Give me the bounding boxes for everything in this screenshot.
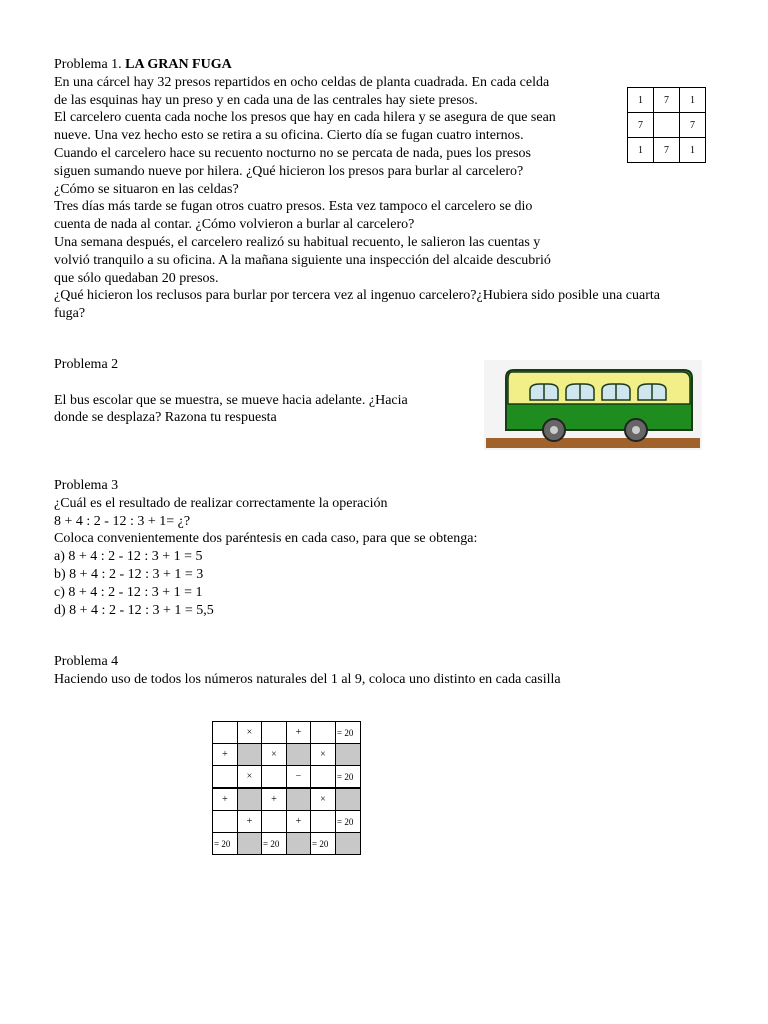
operator-cell: + bbox=[262, 788, 287, 811]
problem-1-line: ¿Qué hicieron los reclusos para burlar por tercera vez al ingenuo carcelero?¿Hubiera sido posible una cuarta bbox=[54, 288, 660, 304]
number-puzzle-grid bbox=[212, 721, 361, 855]
problem-4 bbox=[54, 653, 561, 689]
operator-cell: + bbox=[213, 744, 238, 766]
input-cell[interactable] bbox=[213, 811, 238, 833]
input-cell[interactable] bbox=[262, 722, 287, 744]
result-cell: = 20 bbox=[213, 833, 238, 855]
problem-3-line: b) 8 + 4 : 2 - 12 : 3 + 1 = 3 bbox=[54, 566, 204, 582]
problem-4-label: Problema 4 bbox=[54, 654, 119, 669]
problem-1-label: Problema 1. bbox=[54, 57, 122, 72]
input-cell[interactable] bbox=[213, 766, 238, 789]
problem-1-line: En una cárcel hay 32 presos repartidos en ocho celdas de planta cuadrada. En cada celda bbox=[54, 74, 550, 90]
road bbox=[486, 438, 700, 448]
problem-3-line: ¿Cuál es el resultado de realizar correctamente la operación bbox=[54, 495, 388, 511]
operator-cell: × bbox=[238, 766, 262, 789]
problem-1-line: El carcelero cuenta cada noche los presos que hay en cada hilera y se asegura de que sean bbox=[54, 110, 556, 126]
cell-center bbox=[654, 113, 680, 138]
result-cell: = 20 bbox=[311, 833, 336, 855]
cell: 1 bbox=[628, 138, 654, 163]
problem-3 bbox=[54, 477, 477, 619]
problem-1-line: Una semana después, el carcelero realizó su habitual recuento, le salieron las cuentas y bbox=[54, 234, 541, 250]
problem-2-line: donde se desplaza? Razona tu respuesta bbox=[54, 410, 277, 426]
cell: 1 bbox=[628, 88, 654, 113]
cell: 7 bbox=[654, 138, 680, 163]
problem-1-line: fuga? bbox=[54, 306, 86, 322]
problem-1-line: que sólo quedaban 20 presos. bbox=[54, 270, 219, 286]
gray-cell bbox=[287, 744, 311, 766]
problem-1-heading bbox=[54, 56, 660, 74]
problem-3-line: a) 8 + 4 : 2 - 12 : 3 + 1 = 5 bbox=[54, 549, 203, 565]
operator-cell: × bbox=[311, 744, 336, 766]
operator-cell: × bbox=[238, 722, 262, 744]
cell: 7 bbox=[654, 88, 680, 113]
gray-cell bbox=[336, 833, 361, 855]
cell: 1 bbox=[680, 88, 706, 113]
problem-3-line: d) 8 + 4 : 2 - 12 : 3 + 1 = 5,5 bbox=[54, 602, 214, 618]
operator-cell: × bbox=[311, 788, 336, 811]
problem-1-line: Tres días más tarde se fugan otros cuatro presos. Esta vez tampoco el carcelero se dio bbox=[54, 199, 533, 215]
prison-cells-grid bbox=[627, 87, 706, 163]
gray-cell bbox=[336, 788, 361, 811]
operator-cell: + bbox=[213, 788, 238, 811]
problem-2-label: Problema 2 bbox=[54, 357, 119, 372]
result-cell: = 20 bbox=[336, 766, 361, 789]
spacer bbox=[54, 374, 408, 392]
problem-3-label: Problema 3 bbox=[54, 478, 119, 493]
cell: 7 bbox=[628, 113, 654, 138]
problem-1-line: Cuando el carcelero hace su recuento nocturno no se percata de nada, pues los presos bbox=[54, 145, 531, 161]
problem-1-title: LA GRAN FUGA bbox=[125, 57, 232, 72]
problem-1-line: ¿Cómo se situaron en las celdas? bbox=[54, 181, 239, 197]
input-cell[interactable] bbox=[311, 811, 336, 833]
problem-2 bbox=[54, 356, 408, 427]
result-cell: = 20 bbox=[262, 833, 287, 855]
operator-cell: + bbox=[238, 811, 262, 833]
gray-cell bbox=[287, 833, 311, 855]
problem-3-line: c) 8 + 4 : 2 - 12 : 3 + 1 = 1 bbox=[54, 584, 203, 600]
operator-cell: − bbox=[287, 766, 311, 789]
result-cell: = 20 bbox=[336, 811, 361, 833]
gray-cell bbox=[287, 788, 311, 811]
result-cell: = 20 bbox=[336, 722, 361, 744]
operator-cell: + bbox=[287, 722, 311, 744]
input-cell[interactable] bbox=[262, 811, 287, 833]
problem-3-line: Coloca convenientemente dos paréntesis en cada caso, para que se obtenga: bbox=[54, 531, 478, 547]
problem-1-line: de las esquinas hay un preso y en cada una de las centrales hay siete presos. bbox=[54, 92, 478, 108]
problem-4-line: Haciendo uso de todos los números naturales del 1 al 9, coloca uno distinto en cada casilla bbox=[54, 671, 561, 687]
problem-1-line: nueve. Una vez hecho esto se retira a su oficina. Cierto día se fugan cuatro internos. bbox=[54, 128, 524, 144]
gray-cell bbox=[238, 744, 262, 766]
problem-1-line: volvió tranquilo a su oficina. A la mañana siguiente una inspección del alcaide descubrió bbox=[54, 252, 551, 268]
problem-1 bbox=[54, 56, 660, 323]
cell: 1 bbox=[680, 138, 706, 163]
input-cell[interactable] bbox=[311, 722, 336, 744]
school-bus-illustration bbox=[484, 360, 702, 450]
input-cell[interactable] bbox=[262, 766, 287, 789]
problem-1-line: siguen sumando nueve por hilera. ¿Qué hicieron los presos para burlar al carcelero? bbox=[54, 163, 524, 179]
input-cell[interactable] bbox=[311, 766, 336, 789]
cell: 7 bbox=[680, 113, 706, 138]
problem-3-line: 8 + 4 : 2 - 12 : 3 + 1= ¿? bbox=[54, 513, 191, 529]
operator-cell: + bbox=[287, 811, 311, 833]
gray-cell bbox=[238, 833, 262, 855]
problem-2-line: El bus escolar que se muestra, se mueve hacia adelante. ¿Hacia bbox=[54, 392, 408, 408]
gray-cell bbox=[238, 788, 262, 811]
operator-cell: × bbox=[262, 744, 287, 766]
input-cell[interactable] bbox=[213, 722, 238, 744]
gray-cell bbox=[336, 744, 361, 766]
problem-1-line: cuenta de nada al contar. ¿Cómo volvieron a burlar al carcelero? bbox=[54, 217, 415, 233]
